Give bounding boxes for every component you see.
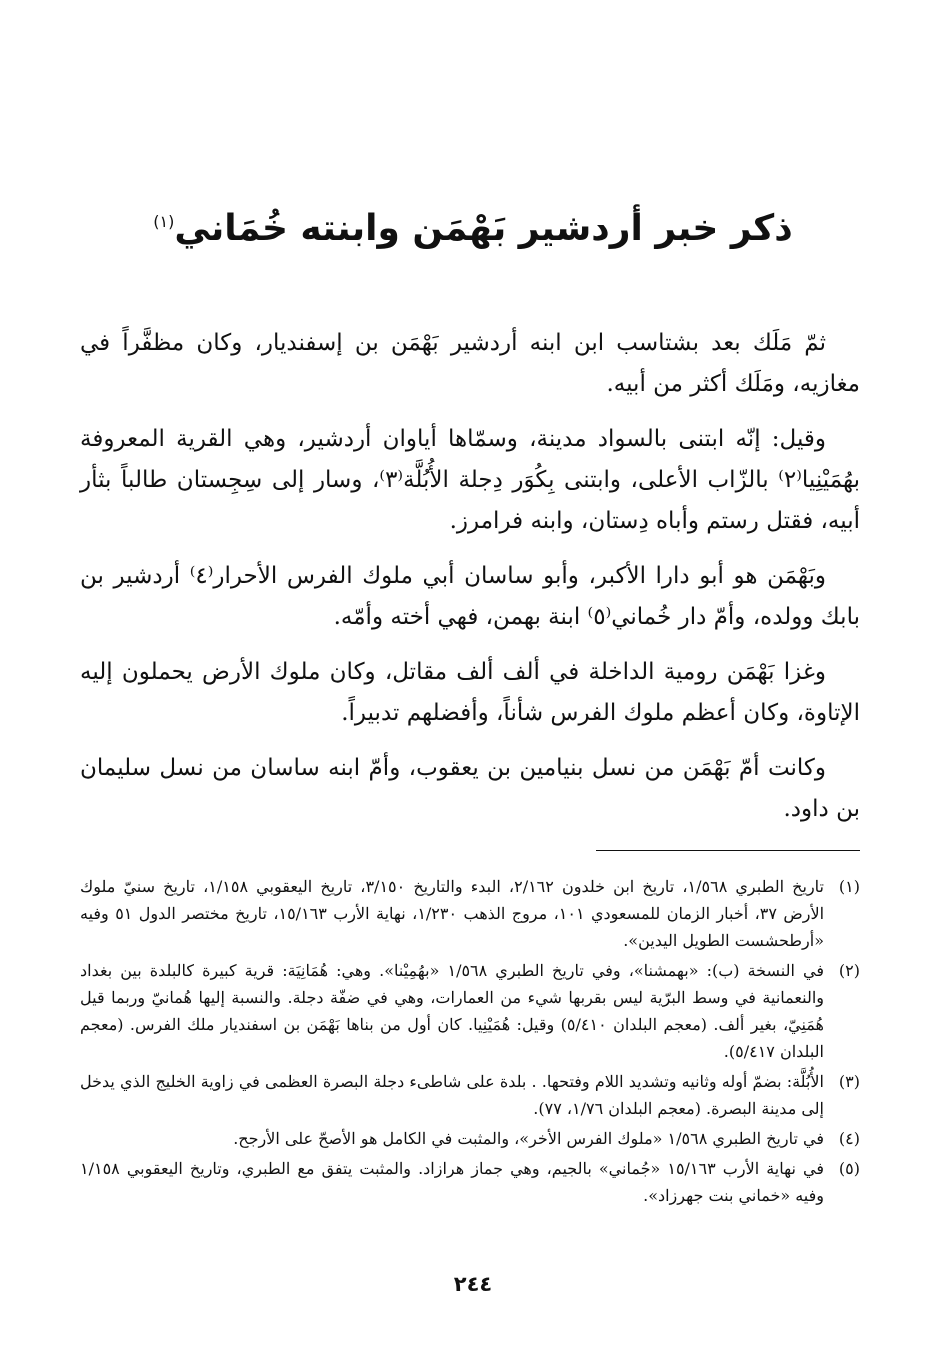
footnote-number: (٥) [838, 1159, 860, 1178]
chapter-title [100, 192, 846, 259]
footnote-number: (٣) [838, 1072, 860, 1091]
footnote-text: في النسخة (ب): «بهمشنا»، وفي تاريخ الطبري ١/٥٦٨ «بهُمِيْنا». وهي: هُمَانِيَة: قرية كبيرة كالبلدة بين بغداد والنعمانية في وسط البرّية ليس بقربها شيء من العمارات، وهي في ضفّة دجلة. والنسبة إليها هُمانيّ وربما قيل هُمَنِيّ، بغير ألف. (معجم البلدان ٥/٤١٠) وقيل: هُمَيْنِيا. كان أول من بناها بَهْمَن بن اسفنديار ملك الفرس. (معجم البلدان ٥/٤١٧). [80, 961, 824, 1061]
paragraph: وكانت أمّ بَهْمَن من نسل بنيامين بن يعقوب، وأمّ ابنه ساسان من نسل سليمان بن داود. [80, 755, 860, 822]
page-number: ٢٤٤ [453, 1272, 493, 1296]
footnote-item [80, 1155, 860, 1209]
footnote-number: (٢) [838, 961, 860, 980]
body-text [80, 323, 860, 844]
paragraph: وغزا بَهْمَن رومية الداخلة في ألف ألف مقاتل، وكان ملوك الأرض يحملون إليه الإتاوة، وكان أعظم ملوك الفرس شأناً، وأفضلهم تدبيراً. [80, 659, 860, 726]
footnotes [80, 873, 860, 1212]
footnote-text: في نهاية الأرب ١٥/١٦٣ «جُماني» بالجيم، وهي جماز هرازاد. والمثبت يتفق مع الطبري، وتاريخ اليعقوبي ١/١٥٨ وفيه «خماني بنت جهرزاد». [80, 1159, 824, 1205]
chapter-title-text: ذكر خبر أردشير بَهْمَن وابنته خُمَاني [174, 208, 793, 250]
footnote-text: تاريخ الطبري ١/٥٦٨، تاريخ ابن خلدون ٢/١٦٢، البدء والتاريخ ٣/١٥٠، تاريخ اليعقوبي ١/١٥٨، تاريخ سنيّ ملوك الأرض ٣٧، أخبار الزمان للمسعودي ١٠١، مروج الذهب ١/٢٣٠، نهاية الأرب ١٥/١٦٣، تاريخ مختصر الدول ٥١ وفيه «أرطحشست الطويل اليدين». [80, 877, 825, 950]
footnote-text: الأُبُلَّة: بضمّ أوله وثانيه وتشديد اللام وفتحها. . بلدة على شاطىء دجلة البصرة العظمى في زاوية الخليج الذي يدخل إلى مدينة البصرة. (معجم البلدان ١/٧٦، ٧٧). [80, 1072, 824, 1118]
footnote-item [80, 1068, 860, 1122]
footnote-number: (٤) [838, 1129, 860, 1148]
footnote-separator [596, 850, 860, 851]
footnote-item [80, 1125, 860, 1152]
footnote-item [80, 957, 860, 1065]
paragraph: وبَهْمَن هو أبو دارا الأكبر، وأبو ساسان أبي ملوك الفرس الأحرار⁽٤⁾ أردشير بن بابك وولده، وأمّ دار خُماني⁽٥⁾ ابنة بهمن، فهي أخته وأمّه. [80, 563, 860, 630]
title-note-marker: (١) [153, 212, 175, 232]
footnote-item [80, 873, 860, 954]
footnote-number: (١) [838, 877, 860, 896]
footnote-text: في تاريخ الطبري ١/٥٦٨ «ملوك الفرس الأخر»، والمثبت في الكامل هو الأصحّ على الأرجح. [233, 1129, 824, 1148]
paragraph: وقيل: إنّه ابتنى بالسواد مدينة، وسمّاها أياوان أردشير، وهي القرية المعروفة بهُمَيْنِيا⁽٢⁾ بالزّاب الأعلى، وابتنى بِكُوَر دِجلة الأُبُلَّة⁽٣⁾، وسار إلى سِجِستان طالباً بثأر أبيه، فقتل رستم وأباه دِستان، وابنه فرامرز. [80, 426, 861, 534]
paragraph: ثمّ مَلَك بعد بشتاسب ابن ابنه أردشير بَهْمَن بن إسفنديار، وكان مظفَّراً في مغازيه، ومَلَك أكثر من أبيه. [80, 330, 860, 397]
